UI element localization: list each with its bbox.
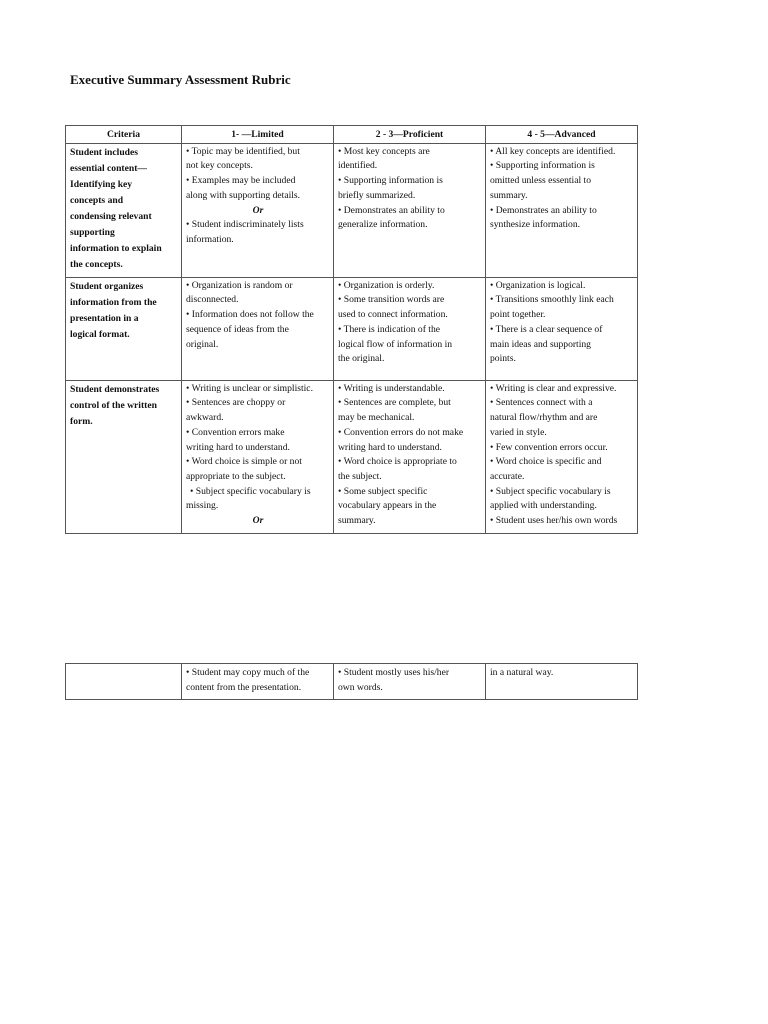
cell-line: varied in style. bbox=[490, 426, 547, 438]
cell-line: sequence of ideas from the bbox=[186, 323, 289, 335]
cell-line: appropriate to the subject. bbox=[186, 470, 286, 482]
cell-line: the original. bbox=[338, 353, 385, 365]
cell-line: • Subject specific vocabulary is bbox=[490, 485, 611, 497]
cell-line: own words. bbox=[338, 681, 383, 693]
cell-line: condensing relevant bbox=[70, 210, 152, 222]
cell-line: • Sentences connect with a bbox=[490, 397, 593, 409]
cell-line: content from the presentation. bbox=[186, 681, 302, 693]
cell-line: • Most key concepts are bbox=[338, 145, 430, 157]
cell-line: summary. bbox=[490, 189, 528, 201]
cell-line: • There is a clear sequence of bbox=[490, 323, 603, 335]
advanced-cell bbox=[486, 664, 638, 700]
cell-line: accurate. bbox=[490, 470, 525, 482]
cell-line: Or bbox=[252, 515, 264, 527]
cell-line: applied with understanding. bbox=[490, 500, 597, 512]
cell-line: summary. bbox=[338, 515, 376, 527]
cell-line: • Subject specific vocabulary is bbox=[190, 485, 311, 497]
cell-line: • All key concepts are identified. bbox=[490, 145, 616, 157]
header-advanced: 4 - 5—Advanced bbox=[486, 126, 638, 144]
cell-line: vocabulary appears in the bbox=[338, 500, 437, 512]
cell-line: information from the bbox=[70, 296, 157, 308]
cell-line: • Organization is logical. bbox=[490, 279, 586, 291]
limited-cell bbox=[182, 143, 334, 277]
cell-line: Student organizes bbox=[70, 280, 144, 292]
cell-line: missing. bbox=[186, 500, 219, 512]
header-row bbox=[66, 126, 638, 144]
cell-line: form. bbox=[70, 415, 93, 427]
cell-line: • Supporting information is bbox=[490, 160, 595, 172]
cell-line: • Few convention errors occur. bbox=[490, 441, 608, 453]
cell-line: • Student mostly uses his/her bbox=[338, 667, 450, 678]
cell-line: • Sentences are complete, but bbox=[338, 397, 451, 409]
cell-line: • Information does not follow the bbox=[186, 309, 314, 321]
cell-line: the subject. bbox=[338, 470, 382, 482]
cell-line: main ideas and supporting bbox=[490, 338, 591, 350]
cell-line: Student demonstrates bbox=[70, 383, 160, 395]
cell-line: concepts and bbox=[70, 194, 124, 206]
cell-line: Or bbox=[252, 204, 264, 216]
cell-line: • Organization is random or bbox=[186, 279, 293, 291]
cell-line: presentation in a bbox=[70, 312, 139, 324]
cell-line: • Some transition words are bbox=[338, 294, 445, 306]
cell-line: writing hard to understand. bbox=[186, 441, 290, 453]
cell-line: points. bbox=[490, 353, 516, 365]
cell-line: omitted unless essential to bbox=[490, 175, 591, 187]
advanced-cell bbox=[486, 277, 638, 380]
rubric-table-continuation bbox=[65, 663, 638, 700]
cell-line: logical flow of information in bbox=[338, 338, 453, 350]
cell-line: the concepts. bbox=[70, 258, 123, 270]
cell-line: not key concepts. bbox=[186, 160, 253, 172]
proficient-cell bbox=[334, 143, 486, 277]
document-title: Executive Summary Assessment Rubric bbox=[70, 72, 291, 87]
cell-line: information. bbox=[186, 233, 234, 245]
cell-line: original. bbox=[186, 338, 219, 350]
cell-line: information to explain bbox=[70, 242, 162, 254]
cell-line: • Word choice is specific and bbox=[490, 456, 602, 468]
cell-line: • Word choice is appropriate to bbox=[338, 456, 457, 468]
cell-line: along with supporting details. bbox=[186, 189, 301, 201]
proficient-cell bbox=[334, 380, 486, 533]
cell-line: writing hard to understand. bbox=[338, 441, 442, 453]
cell-line: Student includes bbox=[70, 146, 138, 158]
cell-line: may be mechanical. bbox=[338, 412, 415, 424]
cell-line: • Topic may be identified, but bbox=[186, 145, 300, 157]
cell-line: • Sentences are choppy or bbox=[186, 397, 286, 409]
cell-line: • Transitions smoothly link each bbox=[490, 294, 614, 306]
cell-line: synthesize information. bbox=[490, 219, 581, 231]
advanced-cell bbox=[486, 380, 638, 533]
limited-cell bbox=[182, 277, 334, 380]
cell-line: • Writing is unclear or simplistic. bbox=[186, 382, 313, 394]
cell-line: • Student indiscriminately lists bbox=[186, 219, 304, 231]
cell-line: in a natural way. bbox=[490, 667, 554, 678]
header-limited: 1- —Limited bbox=[182, 126, 334, 144]
rubric-row-content bbox=[66, 143, 638, 277]
header-criteria: Criteria bbox=[66, 126, 182, 144]
cell-line: • Word choice is simple or not bbox=[186, 456, 302, 468]
cell-line: • Some subject specific bbox=[338, 485, 428, 497]
rubric-row-writing bbox=[66, 380, 638, 533]
rubric-row-continuation bbox=[66, 664, 638, 700]
cell-line: • Student may copy much of the bbox=[186, 667, 310, 678]
proficient-cell bbox=[334, 664, 486, 700]
cell-line: • Writing is clear and expressive. bbox=[490, 382, 617, 394]
cell-line: supporting bbox=[70, 226, 115, 238]
cell-line: • There is indication of the bbox=[338, 323, 441, 335]
cell-line: identified. bbox=[338, 160, 378, 172]
cell-line: • Demonstrates an ability to bbox=[490, 204, 597, 216]
cell-line: generalize information. bbox=[338, 219, 428, 231]
cell-line: • Convention errors make bbox=[186, 426, 285, 438]
cell-line: • Examples may be included bbox=[186, 175, 296, 187]
cell-line: • Convention errors do not make bbox=[338, 426, 464, 438]
criteria-cell bbox=[66, 143, 182, 277]
criteria-cell bbox=[66, 380, 182, 533]
cell-line: Identifying key bbox=[70, 178, 133, 190]
cell-line: • Student uses her/his own words bbox=[490, 515, 618, 527]
cell-line: used to connect information. bbox=[338, 309, 448, 321]
cell-line: point together. bbox=[490, 309, 546, 321]
rubric-table bbox=[65, 125, 638, 534]
cell-line: natural flow/rhythm and are bbox=[490, 412, 598, 424]
cell-line: • Supporting information is bbox=[338, 175, 443, 187]
cell-line: awkward. bbox=[186, 412, 224, 424]
proficient-cell bbox=[334, 277, 486, 380]
cell-line: disconnected. bbox=[186, 294, 239, 306]
advanced-cell bbox=[486, 143, 638, 277]
cell-line: essential content— bbox=[70, 162, 148, 174]
limited-cell bbox=[182, 664, 334, 700]
cell-line: • Organization is orderly. bbox=[338, 279, 435, 291]
cell-line: • Writing is understandable. bbox=[338, 382, 445, 394]
cell-line: • Demonstrates an ability to bbox=[338, 204, 445, 216]
limited-cell bbox=[182, 380, 334, 533]
rubric-row-organization bbox=[66, 277, 638, 380]
criteria-cell bbox=[66, 664, 182, 700]
header-proficient: 2 - 3—Proficient bbox=[334, 126, 486, 144]
cell-line: control of the written bbox=[70, 399, 157, 411]
criteria-cell bbox=[66, 277, 182, 380]
cell-line: briefly summarized. bbox=[338, 189, 416, 201]
cell-line: logical format. bbox=[70, 328, 130, 340]
